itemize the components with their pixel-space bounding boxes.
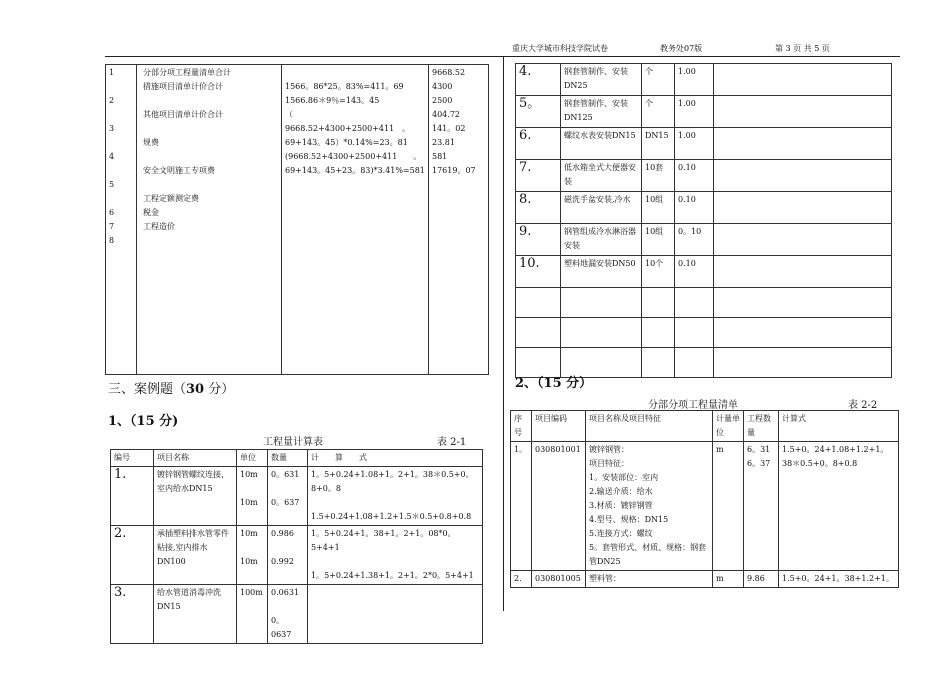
item-qty: 9.86 — [744, 571, 779, 588]
question-1-label: 1、（15 分) — [108, 414, 179, 429]
item-name: 给水管道消毒冲洗DN15 — [154, 585, 237, 644]
item-formula: 1。5+0.24+1。38+1。2+1。08*0。5+4+1 1。5+0.24+1.38+1。2+1。2*0。5+4+1 — [308, 526, 483, 585]
bill-of-quantities-table — [510, 410, 899, 588]
summary-values: 9668.52 4300 2500 404.72 141。02 23.81 581 17619。07 — [429, 65, 489, 375]
item-qty: 1.00 — [675, 128, 714, 160]
item-unit: m — [713, 571, 744, 588]
row-number: 5。 — [516, 96, 561, 128]
table-row — [111, 585, 483, 644]
item-formula: 1。5+0.24+1.08+1。2+1。38＊0.5+0。8+0。8 1.5+0.24+1.08+1.2+1.5＊0.5+0.8+0.8 — [308, 467, 483, 526]
empty-cell — [714, 192, 892, 224]
row-number: 7. — [516, 160, 561, 192]
item-formula: 1.5+0。24+1.08+1.2+1。38＊0.5+0。8+0.8 — [779, 442, 899, 571]
item-name: 钢管组成冷水淋浴器安装 — [561, 224, 642, 256]
item-qty: 0.10 — [675, 192, 714, 224]
table-2-2-number: 表 2-2 — [848, 400, 878, 411]
item-unit: 个 — [642, 64, 675, 96]
item-qty: 0.986 0.992 — [268, 526, 308, 585]
item-qty: 0.10 — [675, 256, 714, 288]
empty-cell — [675, 318, 714, 348]
item-unit: 10m 10m — [237, 467, 268, 526]
item-name: 承插塑料排水管零件粘接,室内排水DN100 — [154, 526, 237, 585]
row-number: 10. — [516, 256, 561, 288]
row-number: 8. — [516, 192, 561, 224]
col-no: 编号 — [111, 450, 154, 467]
question-2-label: 2、（15 分） — [515, 376, 593, 391]
col-seq: 序号 — [511, 411, 532, 442]
section-3-title: 三、案例题（30 分） — [108, 382, 235, 397]
table-row — [511, 442, 899, 571]
item-unit: 10组 — [642, 192, 675, 224]
item-formula — [308, 585, 483, 644]
empty-cell — [714, 256, 892, 288]
col-name-feature: 项目名称及项目特征 — [586, 411, 713, 442]
column-divider — [503, 56, 504, 611]
item-unit: DN15 — [642, 128, 675, 160]
table-row — [516, 96, 892, 128]
table-row — [516, 192, 892, 224]
item-qty: 1.00 — [675, 64, 714, 96]
summary-formulas: 1566。86*25。83%=411。69 1566.86＊9％=143。45 （ 9668.52+4300+2500+411 。 69+143。45）*0.14%=23。81 (9668.52+4300+2500+411 。 69+143。45+23。83)*3.41%=581 — [282, 65, 429, 375]
table-2-1-number: 表 2-1 — [437, 437, 467, 448]
empty-cell — [714, 96, 892, 128]
item-name: 钢套管制作、安装DN125 — [561, 96, 642, 128]
empty-cell — [714, 160, 892, 192]
table-row — [516, 64, 892, 96]
item-formula: 1.5+0。24+1。38+1.2+1。 — [779, 571, 899, 588]
page-header — [105, 43, 900, 55]
item-unit: 10m 10m — [237, 526, 268, 585]
item-name: 塑料地漏安装DN50 — [561, 256, 642, 288]
item-unit: 10套 — [642, 160, 675, 192]
row-number: 1。 — [511, 442, 532, 571]
row-number: 2. — [511, 571, 532, 588]
row-number: 6. — [516, 128, 561, 160]
row-number: 2. — [111, 526, 154, 585]
col-name: 项目名称 — [154, 450, 237, 467]
item-code: 030801001 — [532, 442, 586, 571]
item-qty: 0.10 — [675, 160, 714, 192]
empty-cell — [714, 348, 892, 378]
col-quantity: 工程数量 — [744, 411, 779, 442]
item-name: 镀锌钢管螺纹连接，室内给水DN15 — [154, 467, 237, 526]
cost-summary-table — [105, 64, 489, 375]
item-unit: 10个 — [642, 256, 675, 288]
empty-cell — [561, 288, 642, 318]
item-name: 钢套管制作、安装DN25 — [561, 64, 642, 96]
item-code: 030801005 — [532, 571, 586, 588]
item-unit: 100m — [237, 585, 268, 644]
empty-cell — [516, 288, 561, 318]
item-qty: 0.0631 0。0637 — [268, 585, 308, 644]
table-row — [516, 256, 892, 288]
row-number: 3. — [111, 585, 154, 644]
quantity-calc-table — [110, 449, 483, 644]
empty-cell — [642, 288, 675, 318]
empty-cell — [714, 288, 892, 318]
item-unit: m — [713, 442, 744, 571]
table-row — [111, 526, 483, 585]
table-2-1-title: 工程量计算表 — [263, 437, 323, 448]
empty-cell — [642, 348, 675, 378]
empty-cell — [714, 318, 892, 348]
col-unit: 单位 — [237, 450, 268, 467]
page-number: 第 3 页 共 5 页 — [775, 44, 830, 53]
version-label: 教务处07版 — [660, 44, 703, 53]
summary-names: 分部分项工程量清单合计 措施项目清单计价合计 其他项目清单计价合计 规费 安全文明施工专项费 工程定额测定费 税金 工程造价 — [137, 65, 282, 375]
table-row — [111, 467, 483, 526]
empty-cell — [675, 288, 714, 318]
summary-numbers: 1 2 3 4 5 6 7 8 — [106, 65, 137, 375]
table-row — [511, 571, 899, 588]
table-2-2-title: 分部分项工程量清单 — [648, 400, 738, 411]
item-name: 螺纹水表安装DN15 — [561, 128, 642, 160]
col-measure-unit: 计量单位 — [713, 411, 744, 442]
row-number: 9. — [516, 224, 561, 256]
item-unit: 个 — [642, 96, 675, 128]
row-number: 4. — [516, 64, 561, 96]
empty-cell — [714, 128, 892, 160]
item-name: 低水箱坐式大便器安装 — [561, 160, 642, 192]
col-qty: 数量 — [268, 450, 308, 467]
empty-cell — [561, 318, 642, 348]
empty-row — [516, 288, 892, 318]
item-name-feature: 塑料管： — [586, 571, 713, 588]
row-number: 1. — [111, 467, 154, 526]
item-qty: 0。10 — [675, 224, 714, 256]
item-qty: 6。31 6。37 — [744, 442, 779, 571]
empty-row — [516, 318, 892, 348]
col-formula: 计 算 式 — [308, 450, 483, 467]
items-table-continued — [515, 63, 892, 378]
item-name-feature: 镀锌钢管： 项目特征： 1。安装部位：室内 2.输送介质：给水 3.材质：镀锌钢管 4.型号、规格：DN15 5.连接方式：螺纹 5。套管形式、材质、规格：钢套管DN25 — [586, 442, 713, 571]
empty-cell — [516, 318, 561, 348]
empty-cell — [714, 64, 892, 96]
item-qty: 0。631 0。637 — [268, 467, 308, 526]
empty-cell — [714, 224, 892, 256]
table-row — [516, 128, 892, 160]
item-unit: 10组 — [642, 224, 675, 256]
empty-cell — [642, 318, 675, 348]
school-name: 重庆大学城市科技学院试卷 — [512, 44, 608, 53]
table-row — [516, 224, 892, 256]
table-row — [516, 160, 892, 192]
item-name: 磁洗手盆安装,冷水 — [561, 192, 642, 224]
col-calc: 计算式 — [779, 411, 899, 442]
empty-cell — [675, 348, 714, 378]
col-code: 项目编码 — [532, 411, 586, 442]
item-qty: 1.00 — [675, 96, 714, 128]
